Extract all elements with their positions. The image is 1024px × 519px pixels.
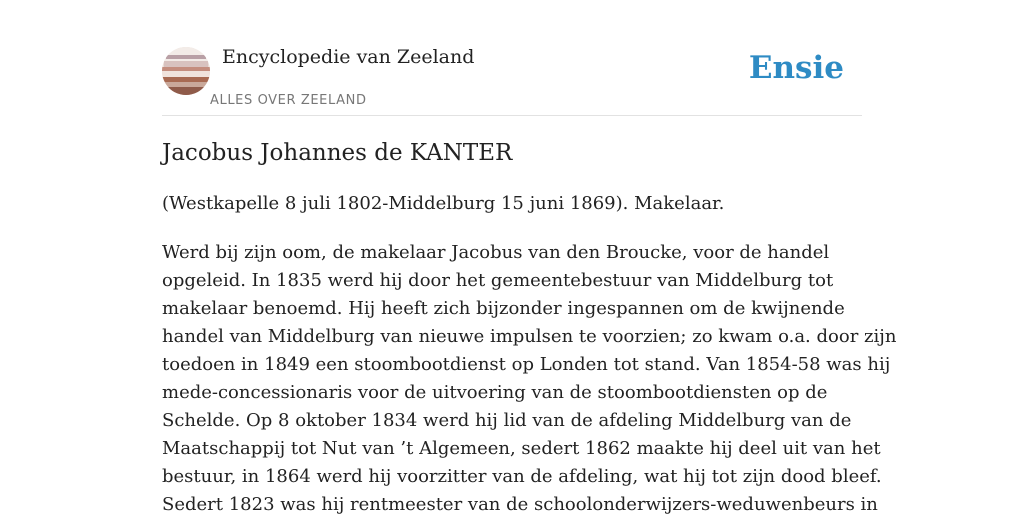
body-line: bestuur, in 1864 werd hij voorzitter van de afdeling, wat hij tot zijn dood bleef. [162,466,882,487]
site-header [162,0,862,116]
body-line: mede-concessionaris voor de uitvoering van de stoombootdiensten op de [162,382,828,403]
body-line: toedoen in 1849 een stoombootdienst op Londen tot stand. Van 1854-58 was hij [162,354,891,375]
site-tagline: ALLES OVER ZEELAND [210,93,367,108]
book-stack-icon [162,47,210,95]
body-line: opgeleid. In 1835 werd hij door het gemeentebestuur van Middelburg tot [162,270,834,291]
body-line: Maatschappij tot Nut van ’t Algemeen, sedert 1862 maakte hij deel uit van het [162,438,881,459]
ensie-brand-logo[interactable]: Ensie [748,50,844,86]
body-line: Schelde. Op 8 oktober 1834 werd hij lid van de afdeling Middelburg van de [162,410,852,431]
body-line: makelaar benoemd. Hij heeft zich bijzonder ingespannen om de kwijnende [162,298,845,319]
site-logo[interactable] [162,47,210,95]
body-line: Werd bij zijn oom, de makelaar Jacobus van den Broucke, voor de handel [162,242,830,263]
article-title: Jacobus Johannes de KANTER [162,140,513,166]
article-lead: (Westkapelle 8 juli 1802-Middelburg 15 juni 1869). Makelaar. [162,193,725,214]
article-body [162,239,897,519]
body-line: Sedert 1823 was hij rentmeester van de schoolonderwijzers-weduwenbeurs in [162,494,878,515]
site-title[interactable]: Encyclopedie van Zeeland [222,46,475,68]
body-line: handel van Middelburg van nieuwe impulsen te voorzien; zo kwam o.a. door zijn [162,326,897,347]
page-container [162,0,897,515]
